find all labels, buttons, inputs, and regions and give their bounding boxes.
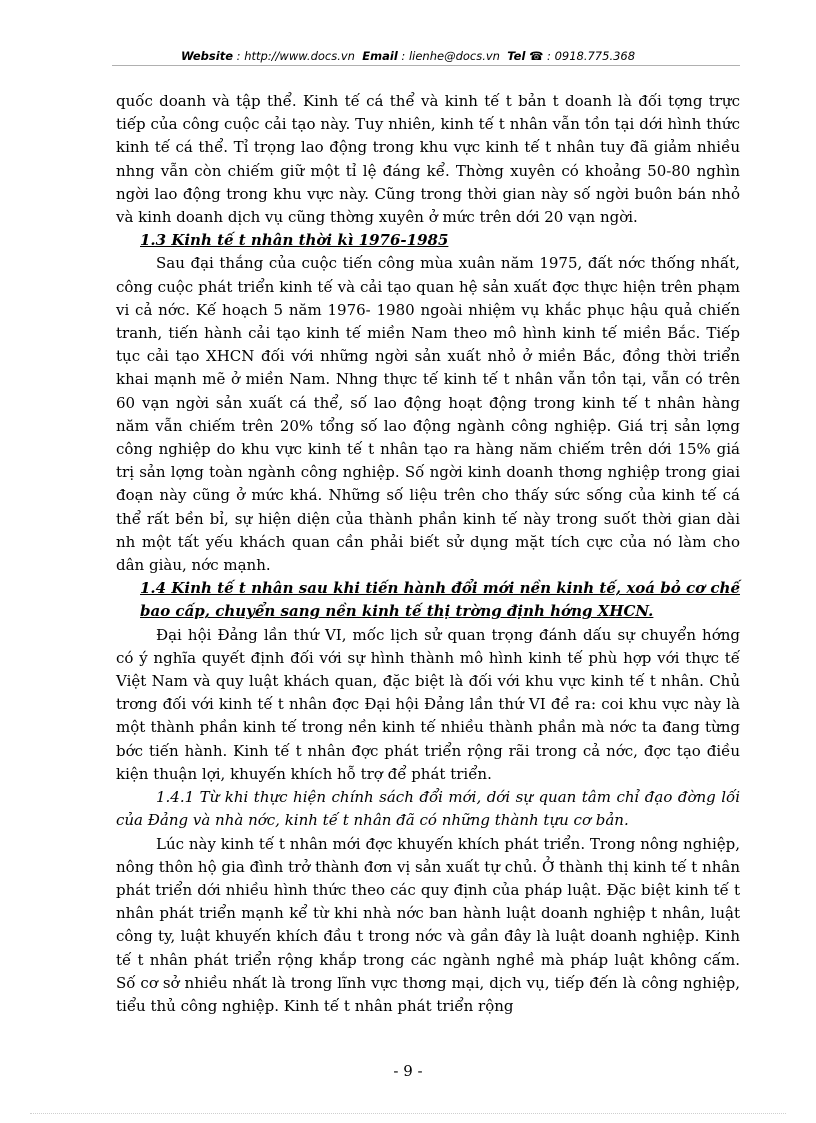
paragraph-4: Lúc này kinh tế t nhân mới đợc khuyến khích phát triển. Trong nông nghiệp, nông thôn hộ gia đình trở thành đơn vị sản xuất tự chủ. Ở thành thị kinh tế t nhân phát triển dới nhiều hình thức theo các quy định của pháp luật. Đặc biệt kinh tế t nhân phát triển mạnh kể từ khi nhà nớc ban hành luật doanh nghiệp t nhân, luật công ty, luật khuyến khích đầu t trong nớc và gần đây là luật doanh nghiệp. Kinh tế t nhân phát triển rộng khắp trong các ngành nghề mà pháp luật không cấm. Số cơ sở nhiều nhất là trong lĩnh vực thơng mại, dịch vụ, tiếp đến là công nghiệp, tiểu thủ công nghiệp. Kinh tế t nhân phát triển rộng — [116, 834, 740, 1015]
email-label: Email — [362, 49, 398, 63]
page-number: - 9 - — [393, 1062, 423, 1080]
heading-1-4-1: 1.4.1 Từ khi thực hiện chính sách đổi mới, dới sự quan tâm chỉ đạo đờng lối của Đảng và nhà nớc, kinh tế t nhân đã có những thành tựu cơ bản. — [116, 788, 740, 830]
page-header — [0, 49, 816, 63]
paragraph-3: Đại hội Đảng lần thứ VI, mốc lịch sử quan trọng đánh dấu sự chuyển hớng có ý nghĩa quyết định đối với sự hình thành mô hình kinh tế phù hợp với thực tế Việt Nam và quy luật khách quan, đặc biệt là đối với khu vực kinh tế t nhân. Chủ trơng đối với kinh tế t nhân đợc Đại hội Đảng lần thứ VI đề ra: coi khu vực này là một thành phần kinh tế trong nền kinh tế nhiều thành phần mà nớc ta đang từng bớc tiến hành. Kinh tế t nhân đợc phát triển rộng rãi trong cả nớc, đợc tạo điều kiện thuận lợi, khuyến khích hỗ trợ để phát triển. — [116, 625, 740, 783]
tel-label: Tel — [507, 49, 526, 63]
tel-value: ☎ : 0918.775.368 — [529, 49, 636, 63]
email-value: : lienhe@docs.vn — [401, 49, 500, 63]
website-value: : http://www.docs.vn — [236, 49, 355, 63]
heading-1-4: 1.4 Kinh tế t nhân sau khi tiến hành đổi mới nền kinh tế, xoá bỏ cơ chế bao cấp, chuyển sang nền kinh tế thị trờng định hớng XHCN. — [140, 579, 740, 621]
website-label: Website — [180, 49, 234, 63]
paragraph-1: quốc doanh và tập thể. Kinh tế cá thể và kinh tế t bản t doanh là đối tợng trực tiếp của công cuộc cải tạo này. Tuy nhiên, kinh tế t nhân vẫn tồn tại dới hình thức kinh tế cá thể. Tỉ trọng lao động trong khu vực kinh tế t nhân tuy đã giảm nhiều nhng vẫn còn chiếm giữ một tỉ lệ đáng kể. Thờng xuyên có khoảng 50-80 nghìn ngời lao động trong khu vực này. Cũng trong thời gian này số ngời buôn bán nhỏ và kinh doanh dịch vụ cũng thờng xuyên ở mức trên dới 20 vạn ngời. — [116, 92, 740, 227]
bottom-divider — [30, 1113, 786, 1114]
heading-1-3: 1.3 Kinh tế t nhân thời kì 1976-1985 — [140, 231, 449, 250]
paragraph-2: Sau đại thắng của cuộc tiến công mùa xuân năm 1975, đất nớc thống nhất, công cuộc phát triển kinh tế và cải tạo quan hệ sản xuất đợc thực hiện trên phạm vi cả nớc. Kế hoạch 5 năm 1976- 1980 ngoài nhiệm vụ khắc phục hậu quả chiến tranh, tiến hành cải tạo kinh tế miền Nam theo mô hình kinh tế miền Bắc. Tiếp tục cải tạo XHCN đối với những ngời sản xuất nhỏ ở miền Bắc, đồng thời triển khai mạnh mẽ ở miền Nam. Nhng thực tế kinh tế t nhân vẫn tồn tại, vẫn có trên 60 vạn ngời sản xuất cá thể, số lao động hoạt động trong kinh tế t nhân hàng năm vẫn chiếm trên 20% tổng số lao động ngành công nghiệp. Giá trị sản lợng công nghiệp do khu vực kinh tế t nhân tạo ra hàng năm chiếm trên dới 15% giá trị sản lợng toàn ngành công nghiệp. Số ngời kinh doanh thơng nghiệp trong giai đoạn này cũng ở mức khá. Những số liệu trên cho thấy sức sống của kinh tế cá thể rất bền bỉ, sự hiện diện của thành phần kinh tế này trong suốt thời gian dài nh một tất yếu khách quan cần phải biết sử dụng mặt tích cực của nó làm cho dân giàu, nớc mạnh. — [116, 254, 740, 575]
body-text — [116, 90, 740, 1018]
header-divider — [112, 65, 740, 66]
